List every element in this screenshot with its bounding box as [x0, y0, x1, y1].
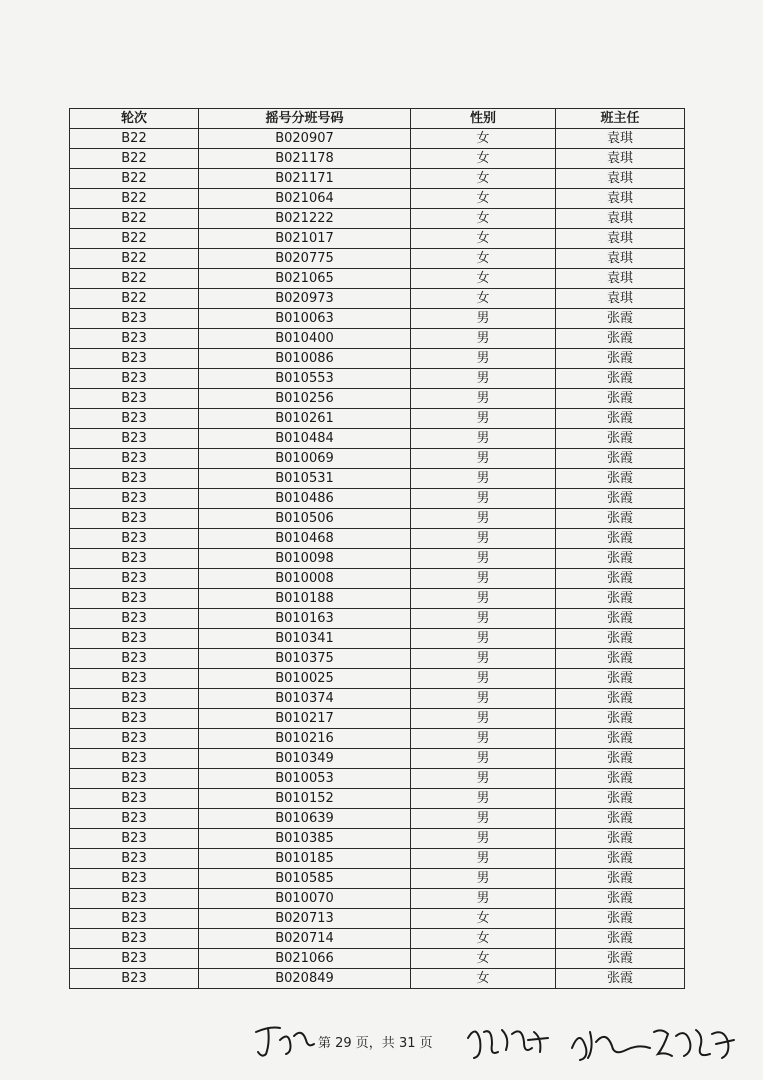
- table-row: [70, 589, 685, 609]
- cell-gender: 女: [411, 929, 556, 949]
- cell-gender: 男: [411, 569, 556, 589]
- header-row: [70, 109, 685, 129]
- cell-head-teacher: 张霞: [556, 449, 685, 469]
- cell-head-teacher: 张霞: [556, 329, 685, 349]
- cell-lottery-number: B010341: [199, 629, 411, 649]
- cell-gender: 男: [411, 409, 556, 429]
- cell-gender: 男: [411, 809, 556, 829]
- cell-gender: 女: [411, 189, 556, 209]
- cell-gender: 女: [411, 289, 556, 309]
- cell-head-teacher: 张霞: [556, 969, 685, 989]
- cell-round: B23: [70, 469, 199, 489]
- cell-round: B23: [70, 629, 199, 649]
- cell-gender: 男: [411, 369, 556, 389]
- header-lottery-number: 摇号分班号码: [199, 109, 411, 129]
- cell-lottery-number: B010385: [199, 829, 411, 849]
- table-row: [70, 129, 685, 149]
- cell-lottery-number: B010553: [199, 369, 411, 389]
- cell-round: B23: [70, 369, 199, 389]
- cell-round: B23: [70, 429, 199, 449]
- table-row: [70, 169, 685, 189]
- table-row: [70, 349, 685, 369]
- table-row: [70, 529, 685, 549]
- cell-head-teacher: 张霞: [556, 669, 685, 689]
- table-row: [70, 669, 685, 689]
- cell-lottery-number: B010585: [199, 869, 411, 889]
- handwritten-signature-1: [250, 1018, 320, 1060]
- cell-round: B22: [70, 249, 199, 269]
- cell-head-teacher: 张霞: [556, 349, 685, 369]
- cell-gender: 女: [411, 249, 556, 269]
- cell-lottery-number: B010639: [199, 809, 411, 829]
- cell-lottery-number: B010070: [199, 889, 411, 909]
- cell-lottery-number: B021178: [199, 149, 411, 169]
- cell-lottery-number: B021066: [199, 949, 411, 969]
- cell-round: B23: [70, 809, 199, 829]
- cell-lottery-number: B010216: [199, 729, 411, 749]
- cell-gender: 男: [411, 729, 556, 749]
- cell-gender: 男: [411, 529, 556, 549]
- cell-gender: 女: [411, 269, 556, 289]
- cell-round: B23: [70, 829, 199, 849]
- cell-round: B22: [70, 209, 199, 229]
- table-row: [70, 769, 685, 789]
- table-row: [70, 569, 685, 589]
- page-number: 第 29 页，共 31 页: [318, 1036, 433, 1051]
- cell-head-teacher: 张霞: [556, 789, 685, 809]
- cell-head-teacher: 袁琪: [556, 209, 685, 229]
- table-row: [70, 849, 685, 869]
- cell-round: B22: [70, 189, 199, 209]
- cell-head-teacher: 袁琪: [556, 129, 685, 149]
- cell-round: B23: [70, 909, 199, 929]
- cell-head-teacher: 袁琪: [556, 149, 685, 169]
- cell-lottery-number: B010217: [199, 709, 411, 729]
- cell-gender: 男: [411, 829, 556, 849]
- cell-head-teacher: 张霞: [556, 869, 685, 889]
- cell-head-teacher: 张霞: [556, 469, 685, 489]
- page-footer: [0, 1018, 763, 1068]
- cell-head-teacher: 张霞: [556, 509, 685, 529]
- cell-head-teacher: 张霞: [556, 609, 685, 629]
- table-row: [70, 509, 685, 529]
- cell-gender: 女: [411, 229, 556, 249]
- cell-lottery-number: B010531: [199, 469, 411, 489]
- table-header: [70, 109, 685, 129]
- table-row: [70, 729, 685, 749]
- cell-head-teacher: 张霞: [556, 929, 685, 949]
- cell-round: B23: [70, 869, 199, 889]
- cell-lottery-number: B020713: [199, 909, 411, 929]
- cell-lottery-number: B020907: [199, 129, 411, 149]
- cell-head-teacher: 张霞: [556, 889, 685, 909]
- table-row: [70, 329, 685, 349]
- cell-head-teacher: 袁琪: [556, 269, 685, 289]
- cell-head-teacher: 张霞: [556, 389, 685, 409]
- cell-gender: 女: [411, 949, 556, 969]
- cell-lottery-number: B010261: [199, 409, 411, 429]
- cell-head-teacher: 张霞: [556, 829, 685, 849]
- table-row: [70, 409, 685, 429]
- class-assignment-table: [69, 108, 685, 989]
- cell-head-teacher: 张霞: [556, 809, 685, 829]
- cell-round: B22: [70, 149, 199, 169]
- cell-gender: 男: [411, 309, 556, 329]
- header-head-teacher: 班主任: [556, 109, 685, 129]
- cell-gender: 女: [411, 149, 556, 169]
- cell-round: B23: [70, 529, 199, 549]
- cell-gender: 男: [411, 509, 556, 529]
- handwritten-signature-3: [566, 1018, 656, 1066]
- cell-round: B23: [70, 409, 199, 429]
- cell-head-teacher: 张霞: [556, 729, 685, 749]
- cell-head-teacher: 袁琪: [556, 229, 685, 249]
- cell-gender: 男: [411, 429, 556, 449]
- cell-round: B23: [70, 509, 199, 529]
- cell-head-teacher: 张霞: [556, 649, 685, 669]
- table-row: [70, 229, 685, 249]
- cell-lottery-number: B010484: [199, 429, 411, 449]
- cell-gender: 男: [411, 329, 556, 349]
- table-row: [70, 629, 685, 649]
- cell-head-teacher: 袁琪: [556, 289, 685, 309]
- table-row: [70, 149, 685, 169]
- cell-gender: 男: [411, 869, 556, 889]
- cell-gender: 男: [411, 789, 556, 809]
- cell-head-teacher: 张霞: [556, 769, 685, 789]
- cell-gender: 女: [411, 129, 556, 149]
- table-row: [70, 609, 685, 629]
- cell-head-teacher: 张霞: [556, 949, 685, 969]
- cell-round: B22: [70, 229, 199, 249]
- cell-lottery-number: B010163: [199, 609, 411, 629]
- table-row: [70, 689, 685, 709]
- cell-lottery-number: B010188: [199, 589, 411, 609]
- table-row: [70, 649, 685, 669]
- cell-round: B22: [70, 289, 199, 309]
- cell-lottery-number: B021017: [199, 229, 411, 249]
- handwritten-signature-2: [462, 1018, 552, 1066]
- cell-head-teacher: 张霞: [556, 429, 685, 449]
- cell-round: B23: [70, 749, 199, 769]
- cell-lottery-number: B010468: [199, 529, 411, 549]
- cell-round: B23: [70, 489, 199, 509]
- cell-lottery-number: B010374: [199, 689, 411, 709]
- cell-round: B23: [70, 789, 199, 809]
- cell-head-teacher: 张霞: [556, 589, 685, 609]
- table-row: [70, 189, 685, 209]
- handwritten-signature-4: [650, 1018, 740, 1066]
- cell-round: B23: [70, 329, 199, 349]
- cell-lottery-number: B021222: [199, 209, 411, 229]
- cell-gender: 男: [411, 549, 556, 569]
- table-row: [70, 929, 685, 949]
- cell-head-teacher: 张霞: [556, 849, 685, 869]
- cell-lottery-number: B020973: [199, 289, 411, 309]
- cell-gender: 男: [411, 669, 556, 689]
- cell-round: B23: [70, 769, 199, 789]
- cell-head-teacher: 张霞: [556, 749, 685, 769]
- cell-lottery-number: B010486: [199, 489, 411, 509]
- cell-round: B23: [70, 929, 199, 949]
- cell-gender: 女: [411, 909, 556, 929]
- cell-gender: 男: [411, 609, 556, 629]
- table-row: [70, 549, 685, 569]
- cell-lottery-number: B021171: [199, 169, 411, 189]
- cell-head-teacher: 张霞: [556, 489, 685, 509]
- cell-gender: 男: [411, 349, 556, 369]
- cell-round: B23: [70, 949, 199, 969]
- cell-round: B22: [70, 169, 199, 189]
- header-round: 轮次: [70, 109, 199, 129]
- table-row: [70, 289, 685, 309]
- cell-round: B23: [70, 609, 199, 629]
- cell-round: B23: [70, 569, 199, 589]
- cell-round: B23: [70, 889, 199, 909]
- cell-lottery-number: B020775: [199, 249, 411, 269]
- cell-lottery-number: B010400: [199, 329, 411, 349]
- table-row: [70, 969, 685, 989]
- cell-lottery-number: B010375: [199, 649, 411, 669]
- cell-head-teacher: 张霞: [556, 689, 685, 709]
- table-row: [70, 889, 685, 909]
- cell-round: B23: [70, 349, 199, 369]
- cell-head-teacher: 张霞: [556, 909, 685, 929]
- cell-round: B23: [70, 849, 199, 869]
- table-row: [70, 469, 685, 489]
- cell-lottery-number: B020849: [199, 969, 411, 989]
- roster-sheet: [69, 108, 684, 989]
- cell-head-teacher: 袁琪: [556, 249, 685, 269]
- cell-lottery-number: B010152: [199, 789, 411, 809]
- cell-lottery-number: B021065: [199, 269, 411, 289]
- cell-gender: 男: [411, 469, 556, 489]
- cell-round: B23: [70, 689, 199, 709]
- table-row: [70, 209, 685, 229]
- cell-lottery-number: B010008: [199, 569, 411, 589]
- cell-lottery-number: B010506: [199, 509, 411, 529]
- cell-gender: 男: [411, 589, 556, 609]
- cell-round: B23: [70, 549, 199, 569]
- cell-lottery-number: B010063: [199, 309, 411, 329]
- cell-round: B23: [70, 729, 199, 749]
- cell-round: B23: [70, 389, 199, 409]
- cell-lottery-number: B010086: [199, 349, 411, 369]
- table-row: [70, 249, 685, 269]
- cell-lottery-number: B010053: [199, 769, 411, 789]
- table-row: [70, 389, 685, 409]
- cell-gender: 男: [411, 689, 556, 709]
- cell-lottery-number: B010256: [199, 389, 411, 409]
- table-row: [70, 829, 685, 849]
- header-gender: 性别: [411, 109, 556, 129]
- table-row: [70, 369, 685, 389]
- cell-gender: 女: [411, 169, 556, 189]
- cell-lottery-number: B010025: [199, 669, 411, 689]
- cell-gender: 男: [411, 889, 556, 909]
- cell-head-teacher: 张霞: [556, 569, 685, 589]
- cell-lottery-number: B010069: [199, 449, 411, 469]
- cell-head-teacher: 袁琪: [556, 169, 685, 189]
- cell-gender: 男: [411, 769, 556, 789]
- cell-head-teacher: 张霞: [556, 529, 685, 549]
- cell-lottery-number: B010098: [199, 549, 411, 569]
- cell-round: B23: [70, 309, 199, 329]
- table-row: [70, 489, 685, 509]
- cell-lottery-number: B010349: [199, 749, 411, 769]
- table-row: [70, 269, 685, 289]
- table-row: [70, 949, 685, 969]
- cell-head-teacher: 张霞: [556, 409, 685, 429]
- cell-round: B22: [70, 129, 199, 149]
- cell-round: B23: [70, 649, 199, 669]
- table-row: [70, 869, 685, 889]
- cell-head-teacher: 袁琪: [556, 189, 685, 209]
- cell-gender: 男: [411, 709, 556, 729]
- cell-round: B23: [70, 969, 199, 989]
- cell-lottery-number: B020714: [199, 929, 411, 949]
- cell-lottery-number: B021064: [199, 189, 411, 209]
- cell-gender: 男: [411, 449, 556, 469]
- cell-gender: 男: [411, 489, 556, 509]
- cell-gender: 男: [411, 629, 556, 649]
- table-body: [70, 129, 685, 989]
- cell-gender: 男: [411, 389, 556, 409]
- table-row: [70, 809, 685, 829]
- table-row: [70, 449, 685, 469]
- cell-round: B23: [70, 589, 199, 609]
- cell-head-teacher: 张霞: [556, 309, 685, 329]
- table-row: [70, 909, 685, 929]
- cell-head-teacher: 张霞: [556, 549, 685, 569]
- cell-gender: 女: [411, 969, 556, 989]
- table-row: [70, 749, 685, 769]
- table-row: [70, 429, 685, 449]
- cell-head-teacher: 张霞: [556, 629, 685, 649]
- cell-round: B23: [70, 669, 199, 689]
- cell-round: B22: [70, 269, 199, 289]
- cell-round: B23: [70, 709, 199, 729]
- cell-gender: 男: [411, 649, 556, 669]
- cell-head-teacher: 张霞: [556, 369, 685, 389]
- table-row: [70, 709, 685, 729]
- cell-gender: 男: [411, 749, 556, 769]
- cell-lottery-number: B010185: [199, 849, 411, 869]
- cell-gender: 男: [411, 849, 556, 869]
- cell-round: B23: [70, 449, 199, 469]
- cell-head-teacher: 张霞: [556, 709, 685, 729]
- cell-gender: 女: [411, 209, 556, 229]
- table-row: [70, 789, 685, 809]
- table-row: [70, 309, 685, 329]
